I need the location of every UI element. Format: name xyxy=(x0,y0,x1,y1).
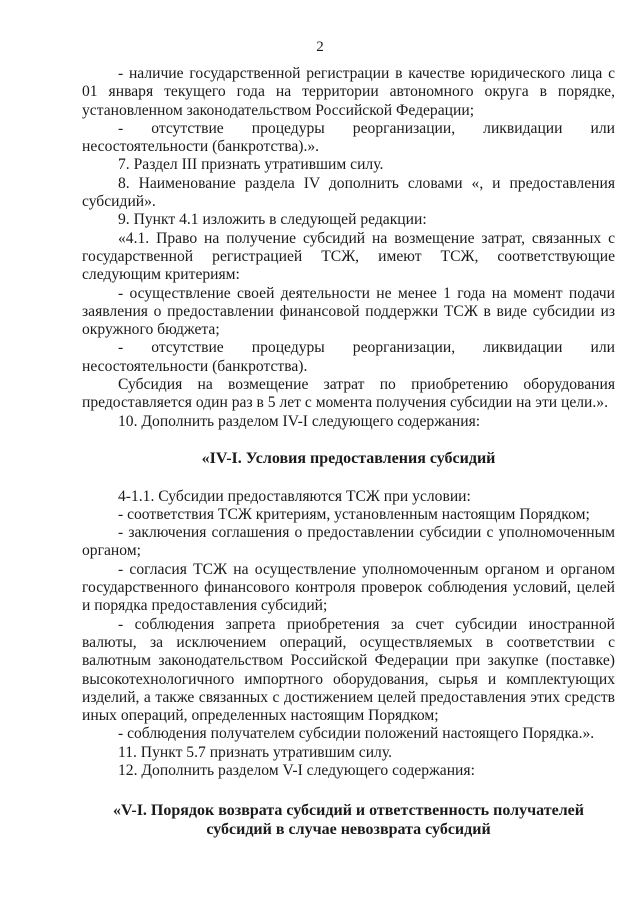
paragraph: - согласия ТСЖ на осуществление уполномоченным органом и органом государственного финансового контроля проверок соблюдения условий, целей и порядка предоставления субсидий; xyxy=(82,560,615,615)
paragraph: Субсидия на возмещение затрат по приобретению оборудования предоставляется один раз в 5 лет с момента получения субсидии на эти цели.». xyxy=(82,376,615,412)
heading-line: субсидий в случае невозврата субсидий xyxy=(206,820,491,838)
paragraph: 11. Пункт 5.7 признать утратившим силу. xyxy=(118,743,392,761)
paragraph: - осуществление своей деятельности не менее 1 года на момент подачи заявления о предоставлении финансовой поддержки ТСЖ в виде субсидии из окружного бюджета; xyxy=(82,284,615,339)
paragraph: - отсутствие процедуры реорганизации, ликвидации или несостоятельности (банкротства).». xyxy=(82,119,615,156)
section-heading-v-i xyxy=(82,802,615,839)
paragraph: 12. Дополнить разделом V-I следующего содержания: xyxy=(118,761,475,779)
document-body xyxy=(82,65,615,839)
paragraph: 9. Пункт 4.1 изложить в следующей редакции: xyxy=(118,211,427,229)
paragraph: - отсутствие процедуры реорганизации, ликвидации или несостоятельности (банкротства). xyxy=(82,339,615,375)
paragraph: 7. Раздел III признать утратившим силу. xyxy=(118,156,384,174)
paragraph: «4.1. Право на получение субсидий на возмещение затрат, связанных с государственной регистрацией ТСЖ, имеют ТСЖ, соответствующие следующим критериям: xyxy=(82,229,615,284)
paragraph: - соблюдения запрета приобретения за счет субсидии иностранной валюты, за исключением операций, осуществляемых в соответствии с валютным законодательством Российской Федерации при закупке (поставке) высокотехнологичного импортного оборудования, сырья и комплектующих изделий, а также связанных с достижением целей предоставления этих средств иных операций, определенных настоящим Порядком; xyxy=(82,615,615,725)
paragraph: - соответствия ТСЖ критериям, установленным настоящим Порядком; xyxy=(118,505,590,523)
paragraph: 8. Наименование раздела IV дополнить словами «, и предоставления субсидий». xyxy=(82,174,615,211)
heading-line: «V-I. Порядок возврата субсидий и ответственность получателей xyxy=(113,802,584,820)
paragraph: 10. Дополнить разделом IV-I следующего содержания: xyxy=(118,412,481,430)
paragraph: - заключения соглашения о предоставлении субсидии с уполномоченным органом; xyxy=(82,524,615,560)
paragraph: 4-1.1. Субсидии предоставляются ТСЖ при условии: xyxy=(118,487,471,505)
page-number: 2 xyxy=(316,39,324,55)
paragraph: - наличие государственной регистрации в качестве юридического лица с 01 января текущего года на территории автономного округа в порядке, установленном законодательством Российской Федерации; xyxy=(82,65,615,119)
paragraph: - соблюдения получателем субсидии положений настоящего Порядка.». xyxy=(118,725,595,743)
section-heading-iv-i: «IV-I. Условия предоставления субсидий xyxy=(201,449,496,467)
